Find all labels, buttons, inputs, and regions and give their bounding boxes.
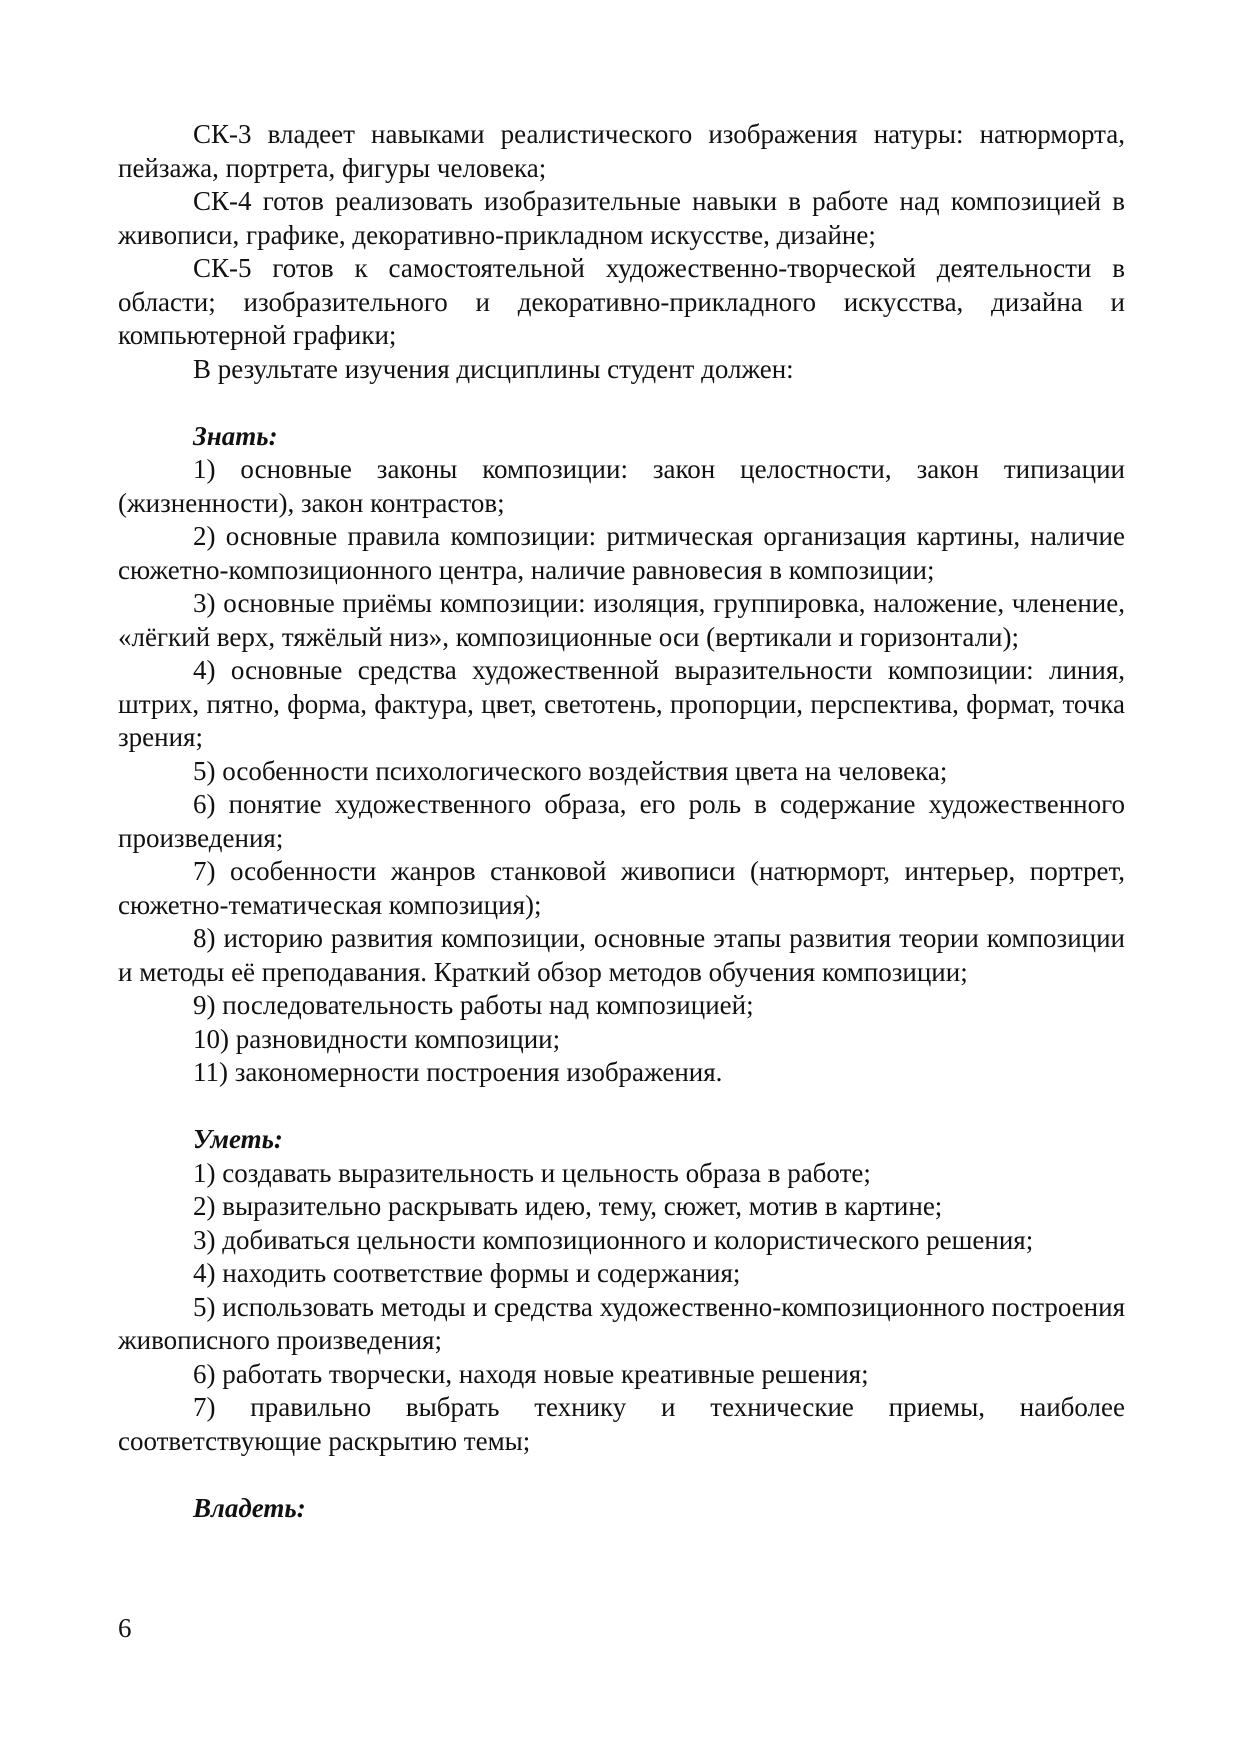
know-item: 1) основные законы композиции: закон целостности, закон типизации (жизненности), закон контрастов; — [118, 454, 1125, 518]
know-item: 7) особенности жанров станковой живописи (натюрморт, интерьер, портрет, сюжетно-тематическая композиция); — [118, 856, 1125, 920]
competency-sk5: СК-5 готов к самостоятельной художественно-творческой деятельности в области; изобразительного и декоративно-прикладного искусства, дизайна и компьютерной графики; — [118, 253, 1125, 350]
know-item: 10) разновидности композиции; — [193, 1023, 561, 1054]
know-item: 2) основные правила композиции: ритмическая организация картины, наличие сюжетно-композиционного центра, наличие равновесия в композиции; — [118, 521, 1125, 585]
competency-sk3: СК-3 владеет навыками реалистического изображения натуры: натюрморта, пейзажа, портрета, фигуры человека; — [118, 119, 1125, 183]
know-item: 5) особенности психологического воздействия цвета на человека; — [193, 755, 948, 786]
know-item: 4) основные средства художественной выразительности композиции: линия, штрих, пятно, форма, фактура, цвет, светотень, пропорции, перспектива, формат, точка зрения; — [118, 655, 1125, 752]
page-number: 6 — [118, 1613, 132, 1643]
page-content — [118, 118, 1125, 1525]
skills-item: 5) использовать методы и средства художественно-композиционного построения живописного произведения; — [118, 1291, 1125, 1355]
skills-item: 2) выразительно раскрывать идею, тему, сюжет, мотив в картине; — [193, 1191, 943, 1221]
know-item: 3) основные приёмы композиции: изоляция, группировка, наложение, членение, «лёгкий верх, тяжёлый низ», композиционные оси (вертикали и горизонтали); — [118, 588, 1125, 652]
know-heading: Знать: — [193, 420, 278, 451]
competency-sk4: СК-4 готов реализовать изобразительные навыки в работе над композицией в живописи, графике, декоративно-прикладном искусстве, дизайне; — [118, 186, 1125, 250]
skills-item: 3) добиваться цельности композиционного и колористического решения; — [193, 1224, 1034, 1255]
result-intro: В результате изучения дисциплины студент должен: — [193, 353, 794, 384]
know-item: 8) историю развития композиции, основные этапы развития теории композиции и методы её преподавания. Краткий обзор методов обучения композиции; — [118, 923, 1125, 987]
know-item: 6) понятие художественного образа, его роль в содержание художественного произведения; — [118, 789, 1125, 853]
skills-item: 4) находить соответствие формы и содержания; — [193, 1258, 741, 1288]
skills-item: 6) работать творчески, находя новые креативные решения; — [193, 1358, 869, 1389]
know-item: 9) последовательность работы над композицией; — [193, 990, 754, 1020]
know-item: 11) закономерности построения изображения. — [193, 1057, 723, 1087]
skills-item: 1) создавать выразительность и цельность образа в работе; — [193, 1157, 871, 1188]
skills-heading: Уметь: — [193, 1124, 283, 1154]
possess-heading: Владеть: — [193, 1492, 306, 1523]
skills-item: 7) правильно выбрать технику и технические приемы, наиболее соответствующие раскрытию темы; — [118, 1392, 1125, 1456]
